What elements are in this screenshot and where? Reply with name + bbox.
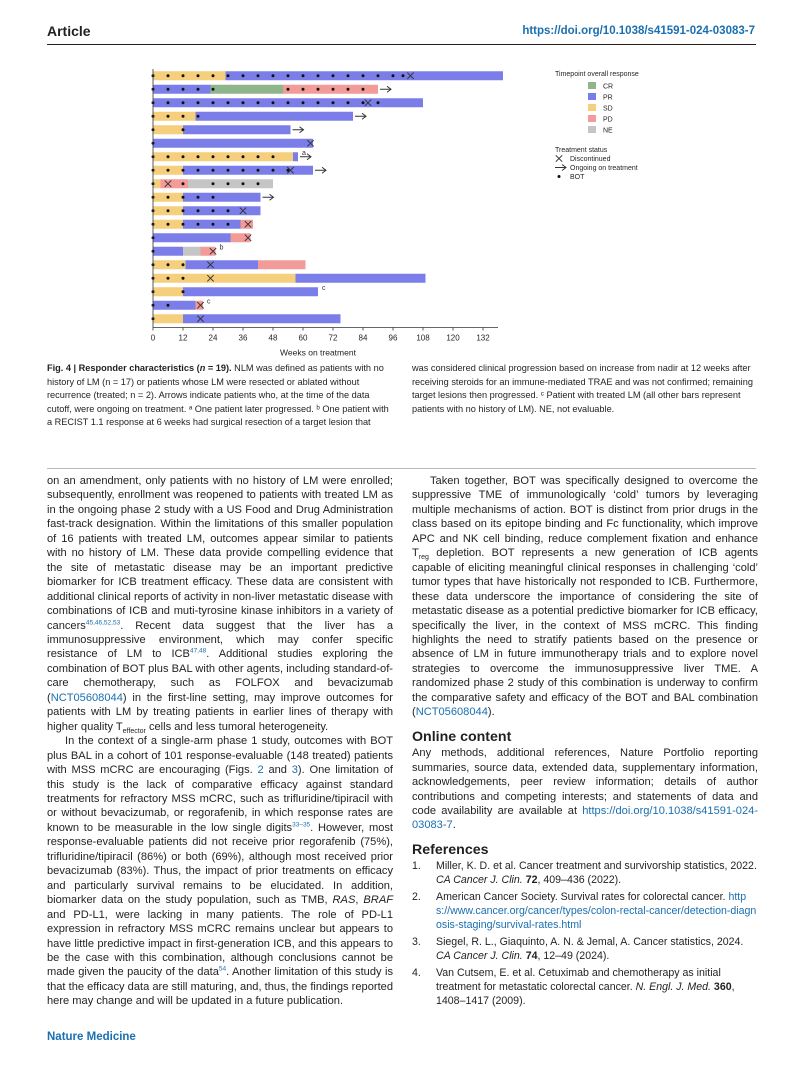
body-column-right — [412, 474, 758, 1011]
bot-dose-dot — [392, 74, 395, 77]
bot-dose-dot — [197, 74, 200, 77]
bot-dose-dot — [242, 74, 245, 77]
bot-dose-dot — [332, 101, 335, 104]
bar-segment-pr — [153, 139, 313, 148]
bot-dose-dot — [197, 101, 200, 104]
bot-dose-dot — [167, 304, 170, 307]
bot-dose-dot — [197, 196, 200, 199]
bot-dose-dot — [212, 101, 215, 104]
bot-dose-dot — [197, 209, 200, 212]
bot-dose-dot — [242, 155, 245, 158]
bot-dose-dot — [197, 155, 200, 158]
bar-segment-pr — [183, 125, 291, 134]
bar-segment-sd — [153, 71, 226, 80]
reference-item: 3. Siegel, R. L., Giaquinto, A. N. & Jemal, A. Cancer statistics, 2024. CA Cancer J. Clin. 74, 12–49 (2024). — [412, 936, 744, 963]
x-tick-label: 36 — [238, 333, 248, 343]
bot-dose-dot — [272, 155, 275, 158]
bot-dose-dot — [227, 209, 230, 212]
bot-dose-dot — [287, 74, 290, 77]
trial-link[interactable]: NCT05608044 — [415, 706, 488, 719]
journal-footer: Nature Medicine — [47, 1031, 136, 1043]
bar-segment-pr — [183, 193, 261, 202]
bar-segment-ne — [188, 179, 273, 188]
bot-dose-dot — [402, 74, 405, 77]
paragraph: Taken together, BOT was specifically designed to overcome the suppressive TME of immunologically ‘cold’ tumors by leveraging multiple mechanisms of action. BOT is distinct from prior drugs in the class based on its epitope binding and Fc functionality, which improve APC and NK cell binding, reduce complement fixation and enhance $T_{reg}$ depletion. BOT represents a new generation of ICB agents capable of eliciting meaningful clinical responses in challenging ‘cold’ tumor types that have historically not responded to ICB. Furthermore, these data underscore the importance of considering the site of metastatic disease as a potential predictive biomarker for ICB efficacy, specifically the liver, in the context of MSS mCRC. This finding highlights the need to stratify patients based on the presence or absence of LM in future immunotherapy trials and to explore novel strategies to overcome the immunosuppressive liver TME. A randomized phase 2 study of this combination is underway to confirm the comparative safety and efficacy of the BOT and BAL combination (NCT05608044). — [412, 475, 758, 719]
legend-label: SD — [603, 105, 613, 113]
bot-dose-dot — [182, 74, 185, 77]
bot-dose-dot — [167, 209, 170, 212]
bot-dose-dot — [197, 169, 200, 172]
reference-item: 1. Miller, K. D. et al. Cancer treatment and survivorship statistics, 2022. CA Cancer J. Clin. 72, 409–436 (2022). — [412, 860, 757, 887]
x-tick-label: 96 — [388, 333, 398, 343]
bot-dose-dot — [227, 223, 230, 226]
bot-dose-dot — [197, 115, 200, 118]
paragraph: In the context of a single-arm phase 1 study, outcomes with BOT plus BAL in a cohort of 101 response-evaluable (148 treated) patients with MSS mCRC are encouraging (Figs. 2 and 3). One limitation of this study is the lack of comparative efficacy against standard treatments for refractory MSS mCRC, such as trifluridine/tipiracil with or without bevacizumab, or regorafenib, in which response rates are known to be measurable in the low single digits$^{33-35}$. However, most response-evaluable patients did not receive prior regorafenib (75%), trifluridine/tipiracil (86%) or both (69%), although most received prior bevacizumab (83%). Thus, the impact of prior treatments on efficacy and particularly survival remains to be elucidated. In addition, biomarker data on the study population, such as TMB, RAS, BRAF and PD-L1, were lacking in many patients. The role of PD-L1 expression in refractory MSS mCRC remains unclear but appears to have little predictive impact in first-generation ICB, and this appears to be the case with this combination, although conclusions cannot be made given the paucity of the data$^{54}$. Another limitation of this study is that the efficacy data are still maturing, and, thus, the findings reported here may change and will be updated in a future publication. — [47, 735, 394, 1008]
legend-title: Treatment status — [555, 147, 608, 154]
legend-label: NE — [603, 127, 613, 135]
bot-dose-dot — [242, 169, 245, 172]
x-axis-label: Weeks on treatment — [280, 347, 356, 358]
bot-dose-dot — [182, 169, 185, 172]
bot-dose-dot — [362, 101, 365, 104]
bot-dose-dot — [197, 88, 200, 91]
footnote-marker: b — [219, 244, 224, 252]
bot-dose-dot — [197, 223, 200, 226]
footnote-marker: c — [207, 298, 211, 306]
bot-dose-dot — [272, 101, 275, 104]
bot-dose-dot — [332, 88, 335, 91]
bot-dose-dot — [167, 155, 170, 158]
doi-link[interactable]: https://doi.org/10.1038/s41591-024-03083-7 — [412, 804, 758, 832]
bar-segment-sd — [153, 287, 183, 296]
reference-list — [412, 859, 758, 1008]
bot-dose-dot — [227, 101, 230, 104]
x-tick-label: 84 — [358, 333, 368, 343]
bot-dose-dot — [227, 182, 230, 185]
bot-dose-dot — [287, 88, 290, 91]
discontinued-icon — [556, 155, 562, 161]
responder-swimmer-chart — [0, 60, 803, 360]
bot-dose-dot — [182, 277, 185, 280]
bot-dose-dot — [212, 223, 215, 226]
bot-dose-dot — [182, 182, 185, 185]
reference-item: 2. American Cancer Society. Survival rates for colorectal cancer. https://www.cancer.org/cancer/types/colon-rectal-cancer/detection-diagnosis-staging/survival-rates.html — [412, 891, 757, 932]
bar-segment-pd — [258, 260, 306, 269]
bot-dose-dot — [212, 182, 215, 185]
bot-dose-dot — [317, 101, 320, 104]
bot-dose-dot — [227, 169, 230, 172]
bot-dose-dot — [212, 169, 215, 172]
bar-segment-pr — [186, 260, 259, 269]
bar-segment-pr — [153, 301, 196, 310]
bot-dose-dot — [167, 169, 170, 172]
bot-dose-dot — [362, 74, 365, 77]
x-tick-label: 120 — [446, 333, 460, 343]
bot-dose-dot — [227, 155, 230, 158]
bot-dose-dot — [302, 88, 305, 91]
bar-segment-cr — [211, 85, 284, 94]
bot-dose-dot — [212, 155, 215, 158]
ongoing-arrow-icon — [315, 167, 326, 173]
bot-dose-dot — [272, 74, 275, 77]
bot-dose-dot — [257, 74, 260, 77]
online-content-heading: Online content — [412, 728, 512, 745]
bot-dose-dot — [287, 101, 290, 104]
bot-dose-dot — [167, 115, 170, 118]
x-tick-label: 108 — [416, 333, 430, 343]
figure-caption-left: Fig. 4 | Responder characteristics (n = 19). NLM was defined as patients with no history of LM (n = 17) or patients whose LM were resected or ablated without recurrence (treated; n = 2). Arrows indicate patients who, at the time of the data cutoff, were ongoing on treatment. ᵃ One patient later progressed. ᵇ One patient with a RECIST 1.1 response at 6 weeks had surgical resection of a target lesion that — [47, 363, 389, 428]
legend-label: PD — [603, 116, 613, 124]
bot-dose-dot — [182, 115, 185, 118]
bot-dose-dot — [182, 209, 185, 212]
bar-segment-pr — [153, 233, 231, 242]
reference-item: 4. Van Cutsem, E. et al. Cetuximab and chemotherapy as initial treatment for metastatic colorectal cancer. N. Engl. J. Med. 360, 1408–1417 (2009). — [412, 967, 735, 1008]
x-tick-label: 132 — [476, 333, 490, 343]
legend-swatch-pr — [588, 93, 596, 100]
bot-dose-dot — [182, 88, 185, 91]
bot-dose-dot — [182, 263, 185, 266]
legend-swatch-cr — [588, 82, 596, 89]
x-tick-label: 60 — [298, 333, 308, 343]
ongoing-arrow-icon — [555, 165, 566, 171]
bot-dose-dot — [362, 88, 365, 91]
bot-dose-dot — [167, 223, 170, 226]
bot-dose-dot — [182, 196, 185, 199]
bar-segment-pr — [183, 287, 318, 296]
legend-label: CR — [603, 83, 614, 91]
bot-dose-dot — [182, 101, 185, 104]
bar-segment-sd — [153, 314, 183, 323]
fig-link[interactable]: 2 — [257, 764, 264, 777]
bot-dose-dot — [182, 155, 185, 158]
bot-dose-dot — [212, 74, 215, 77]
legend-label: Ongoing on treatment — [570, 165, 638, 172]
ongoing-arrow-icon — [380, 86, 391, 92]
bot-dose-dot — [212, 209, 215, 212]
bot-dose-dot — [347, 101, 350, 104]
bar-segment-sd — [153, 112, 196, 121]
bot-dose-dot — [302, 74, 305, 77]
body-column-left — [47, 474, 393, 1009]
bot-dose-dot — [167, 74, 170, 77]
paragraph: on an amendment, only patients with no history of LM were enrolled; subsequently, enrollment was reopened to patients with treated LM as in the ongoing phase 2 study with a US Food and Drug Administration fast-track designation. Within the limitations of this smaller population of 16 patients with treated LM, outcomes appear similar to patients with no history of LM. These data provide compelling evidence that the site of metastatic disease may be an important predictive biomarker for ICB treatment efficacy. These data are consistent with additional clinical reports of activity in non-liver metastatic disease with combinations of ICB and muti-tyrosine kinase inhibitors in a variety of cancers$^{45,46,52,53}$. Recent data suggest that the liver has a immunosuppressive environment, which may confer specific resistance of LM to ICB$^{47,48}$. Additional studies exploring the combination of BOT plus BAL with other agents, including standard-of-care chemotherapy, such as FOLFOX and bevacizumab (NCT05608044) in the first-line setting, may improve outcomes for patients with LM by treating patients in earlier lines of therapy with higher quality $T_{effector}$ cells and less tumoral heterogeneity. — [47, 475, 393, 735]
bot-dose-dot — [182, 128, 185, 131]
x-tick-label: 24 — [208, 333, 218, 343]
legend-swatch-pd — [588, 115, 596, 122]
bot-dose-dot — [182, 290, 185, 293]
bot-dose-dot — [257, 101, 260, 104]
ongoing-arrow-icon — [263, 194, 274, 200]
fig-link[interactable]: 3 — [291, 764, 298, 777]
bar-segment-pr — [153, 247, 183, 256]
bot-dose-dot — [377, 74, 380, 77]
bar-segment-sd — [153, 125, 183, 134]
ongoing-arrow-icon — [355, 113, 366, 119]
bar-segment-pr — [183, 314, 341, 323]
header-rule — [47, 44, 756, 45]
references-heading: References — [412, 841, 489, 858]
legend-swatch-sd — [588, 104, 596, 111]
bar-segment-ne — [183, 247, 201, 256]
bot-dose-dot — [317, 88, 320, 91]
bot-dose-dot — [167, 88, 170, 91]
bot-dose-dot — [167, 263, 170, 266]
bot-dose-dot — [257, 182, 260, 185]
bot-dose-dot — [558, 175, 561, 178]
footnote-marker: a — [302, 149, 306, 157]
bar-segment-sd — [153, 274, 296, 283]
legend-swatch-ne — [588, 126, 596, 133]
bot-dose-dot — [212, 196, 215, 199]
bot-dose-dot — [257, 155, 260, 158]
doi-link[interactable]: https://doi.org/10.1038/s41591-024-03083-7 — [522, 25, 755, 37]
figure-caption-right: was considered clinical progression based on increase from nadir at 12 weeks after receiving steroids for an immune-mediated TRAE and was not confirmed; remaining target lesions then progressed. ᶜ Patient with treated LM (all other bars represent patients with no history of LM). NE, not evaluable. — [412, 363, 753, 414]
legend-title: Timepoint overall response — [555, 71, 639, 78]
bot-dose-dot — [227, 74, 230, 77]
bar-segment-pr — [183, 206, 261, 215]
bot-dose-dot — [242, 101, 245, 104]
bot-dose-dot — [212, 88, 215, 91]
bar-segment-pr — [196, 112, 354, 121]
x-tick-label: 0 — [150, 333, 156, 343]
bot-dose-dot — [332, 74, 335, 77]
legend-label: Discontinued — [570, 156, 611, 163]
bot-dose-dot — [167, 196, 170, 199]
bot-dose-dot — [182, 223, 185, 226]
bot-dose-dot — [377, 101, 380, 104]
legend-label: BOT — [570, 174, 585, 181]
x-tick-label: 12 — [178, 333, 188, 343]
bar-segment-pr — [293, 152, 298, 161]
online-content-text: Any methods, additional references, Nature Portfolio reporting summaries, source data, extended data, supplementary information, acknowledgements, peer review information; details of author contributions and competing interests; and statements of data and code availability are available at https://doi.org/10.1038/s41591-024-03083-7. — [412, 747, 758, 832]
bar-segment-pd — [196, 301, 204, 310]
x-tick-label: 72 — [328, 333, 338, 343]
caption-rule — [47, 468, 756, 469]
bot-dose-dot — [257, 169, 260, 172]
bot-dose-dot — [317, 74, 320, 77]
x-tick-label: 48 — [268, 333, 278, 343]
reference-url[interactable]: https://www.cancer.org/cancer/types/colon-rectal-cancer/detection-diagnosis-staging/survival-rates.html — [436, 891, 757, 932]
bar-segment-pr — [296, 274, 426, 283]
bot-dose-dot — [242, 182, 245, 185]
bot-dose-dot — [347, 88, 350, 91]
bot-dose-dot — [167, 101, 170, 104]
footnote-marker: c — [322, 284, 326, 292]
bot-dose-dot — [272, 169, 275, 172]
bot-dose-dot — [302, 101, 305, 104]
ongoing-arrow-icon — [293, 127, 304, 133]
legend-label: PR — [603, 94, 613, 102]
bot-dose-dot — [167, 277, 170, 280]
trial-link[interactable]: NCT05608044 — [50, 691, 123, 704]
section-label: Article — [47, 23, 91, 39]
bot-dose-dot — [347, 74, 350, 77]
